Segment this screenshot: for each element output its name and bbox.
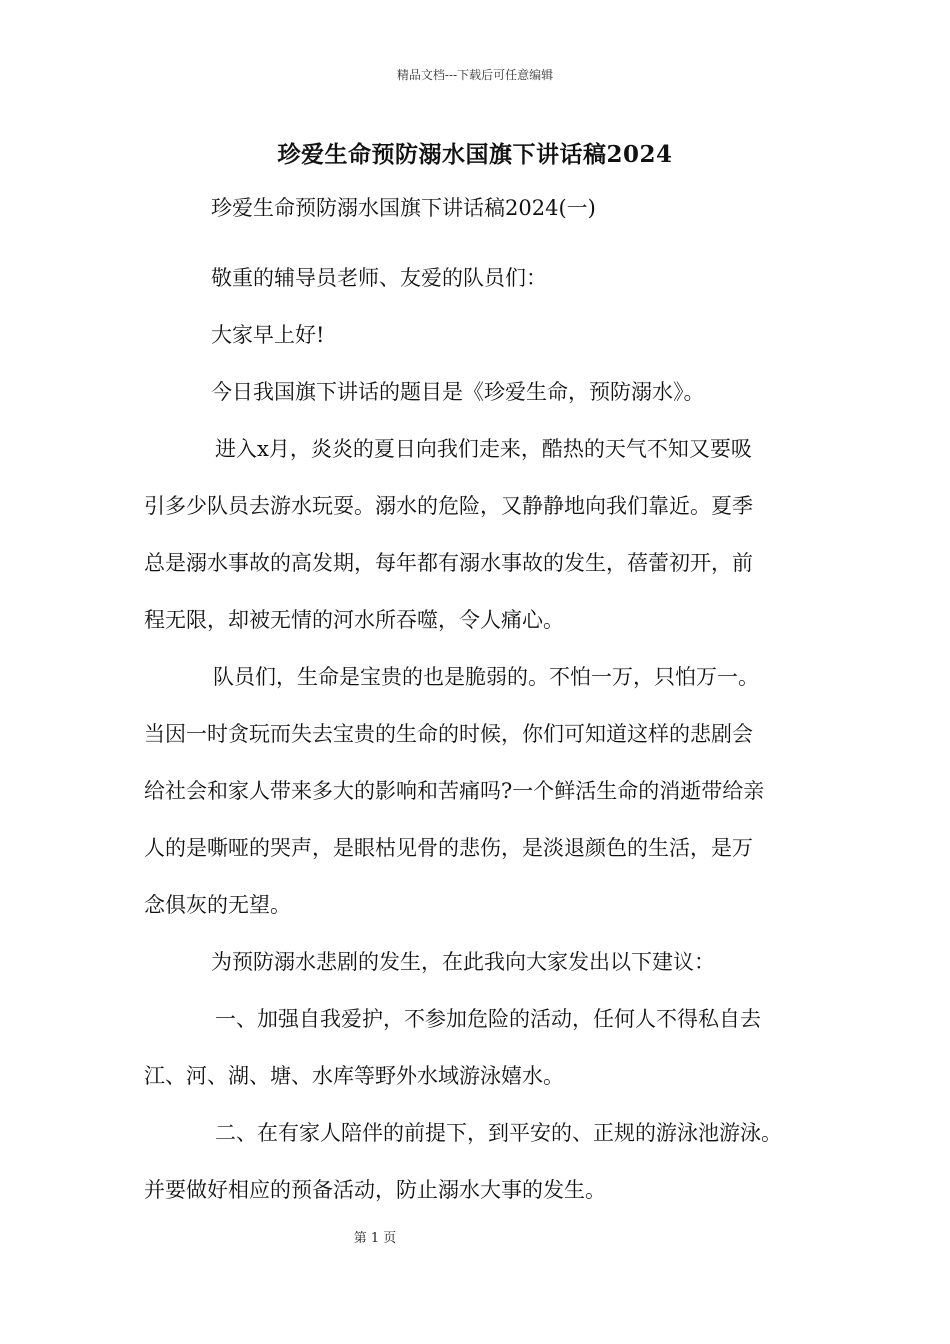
paragraph-2-line-4: 人的是嘶哑的哭声，是眼枯见骨的悲伤，是淡退颜色的生活，是万: [144, 836, 753, 860]
suggestion-intro-line: 为预防溺水悲剧的发生，在此我向大家发出以下建议：: [211, 950, 715, 974]
topic-line: 今日我国旗下讲话的题目是《珍爱生命，预防溺水》。: [211, 380, 705, 404]
suggestion-1-line-2: 江、河、湖、塘、水库等野外水域游泳嬉水。: [144, 1064, 564, 1088]
suggestion-2-line-2: 并要做好相应的预备活动，防止溺水大事的发生。: [144, 1178, 606, 1202]
suggestion-2-line-1: 二、在有家人陪伴的前提下，到平安的、正规的游泳池游泳。: [215, 1121, 782, 1145]
suggestion-1-line-1: 一、加强自我爱护，不参加危险的活动，任何人不得私自去: [215, 1007, 761, 1031]
salutation-line: 敬重的辅导员老师、友爱的队员们：: [211, 266, 547, 290]
document-title: 珍爱生命预防溺水国旗下讲话稿2024: [277, 141, 673, 168]
paragraph-2-line-1: 队员们，生命是宝贵的也是脆弱的。不怕一万，只怕万一。: [213, 665, 759, 689]
paragraph-1-line-2: 引多少队员去游水玩耍。溺水的危险，又静静地向我们靠近。夏季: [144, 494, 753, 518]
paragraph-1-line-4: 程无限，却被无情的河水所吞噬，令人痛心。: [144, 608, 564, 632]
paragraph-2-line-5: 念俱灰的无望。: [144, 893, 291, 917]
paragraph-2-line-3: 给社会和家人带来多大的影响和苦痛吗?一个鲜活生命的消逝带给亲: [144, 779, 765, 803]
page-header-note: 精品文档---下载后可任意编辑: [396, 68, 554, 82]
subtitle-line: 珍爱生命预防溺水国旗下讲话稿2024(一): [211, 196, 596, 220]
paragraph-1-line-3: 总是溺水事故的高发期，每年都有溺水事故的发生，蓓蕾初开，前: [144, 551, 753, 575]
paragraph-2-line-2: 当因一时贪玩而失去宝贵的生命的时候，你们可知道这样的悲剧会: [144, 722, 753, 746]
greeting-line: 大家早上好!: [211, 323, 325, 347]
paragraph-1-line-1: 进入x月，炎炎的夏日向我们走来，酷热的天气不知又要吸: [215, 437, 752, 461]
page-number: 第 1 页: [353, 1231, 397, 1246]
